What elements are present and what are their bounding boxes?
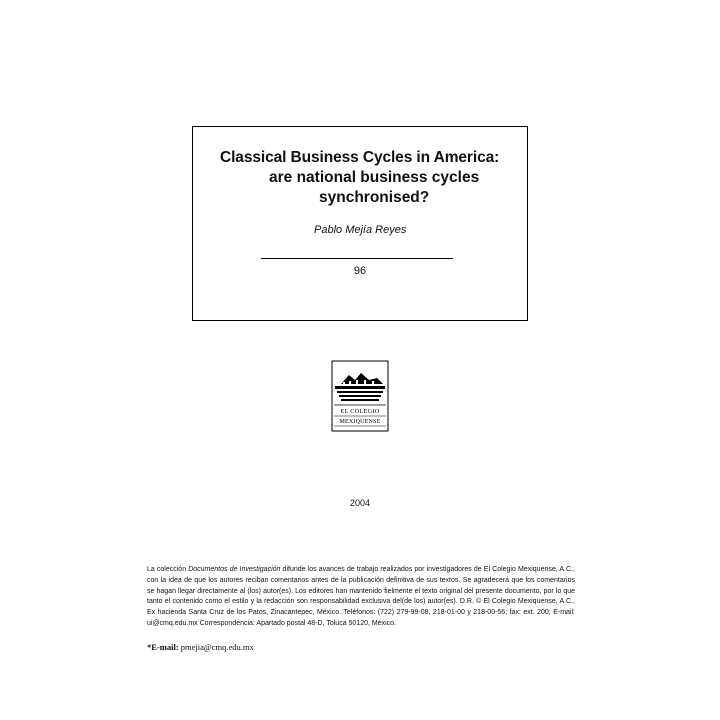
document-number: 96 (353, 265, 367, 277)
disclaimer-part-1: La colección (147, 566, 189, 573)
publication-year: 2004 (349, 498, 371, 508)
email-address[interactable]: pmejia@cmq.edu.mx (180, 642, 254, 652)
title-box (192, 126, 528, 321)
title-line-1: Classical Business Cycles in America: (220, 149, 500, 166)
disclaimer-part-2: difunde los avances de trabajo realizados por investigadores de El Colegio Mexiquense, A.C., con la idea de que los autores reciban comentarios antes de la publicación definitiva de sus textos. Se agradecerá que los comentarios se hagan llegar directamente al (los) autor(es). Los editores han mantenido fielmente el texto original del presente documento, por lo que tanto el contenido como el estilo y la redacción son responsabilidad exclusiva del(de los) autor(es). D.R. © El Colegio Mexiquense, A.C., Ex hacienda Santa Cruz de los Patos, Zinacantepec, México. Teléfonos: (722) 279-99-08, 218-01-00 y 218-00-56; fax: ext. 200; E-mail: ui@cmq.edu.mx Correspondencia: Apartado postal 48-D, Toluca 50120, México. (147, 566, 575, 627)
disclaimer-paragraph (147, 565, 575, 630)
email-label: *E-mail: (147, 642, 179, 652)
author-email (147, 642, 254, 652)
logo-text-top: EL COLEGIO (340, 408, 380, 415)
title-line-3: synchronised? (319, 189, 430, 206)
title-line-2: are national business cycles (269, 169, 480, 186)
series-name: Documentos de Investigación (188, 566, 281, 573)
author-name: Pablo Mejía Reyes (314, 224, 407, 236)
title-divider (261, 258, 453, 259)
el-colegio-mexiquense-logo (331, 360, 389, 432)
logo-text-bottom: MEXIQUENSE (339, 419, 381, 425)
